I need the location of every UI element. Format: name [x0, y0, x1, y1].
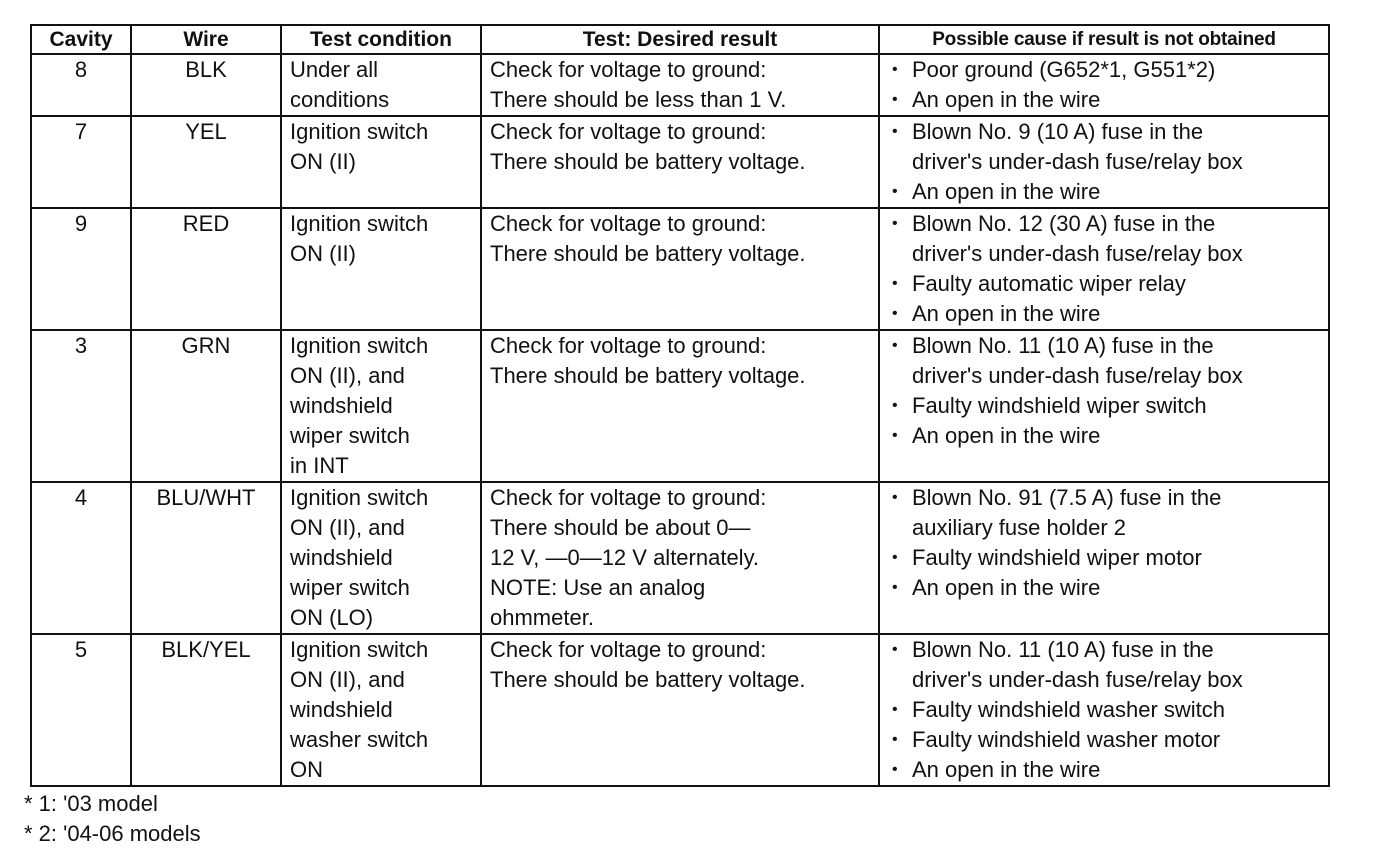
cause-list-item: • An open in the wire	[888, 573, 1320, 603]
desired-result-cell: Check for voltage to ground: There should be about 0— 12 V, —0—12 V alternately. NOTE: Use an analog ohmmeter.	[481, 482, 879, 634]
possible-cause-cell	[879, 330, 1329, 482]
wire-color-cell: BLK	[131, 54, 281, 116]
cause-list-item: • Faulty windshield washer switch	[888, 695, 1320, 725]
cavity-cell: 9	[31, 208, 131, 330]
header-desired-result: Test: Desired result	[481, 25, 879, 54]
cause-list-item: • Faulty windshield wiper switch	[888, 391, 1320, 421]
wire-color-cell: YEL	[131, 116, 281, 208]
table-row	[31, 54, 1329, 116]
desired-result-cell: Check for voltage to ground: There should be battery voltage.	[481, 634, 879, 786]
test-condition-cell: Ignition switch ON (II)	[281, 116, 481, 208]
cause-list	[888, 483, 1320, 603]
table-body	[31, 54, 1329, 786]
cause-list-item: • Faulty windshield wiper motor	[888, 543, 1320, 573]
desired-result-cell: Check for voltage to ground: There should be battery voltage.	[481, 330, 879, 482]
cause-list-item: • An open in the wire	[888, 299, 1320, 329]
desired-result-cell: Check for voltage to ground: There should be battery voltage.	[481, 116, 879, 208]
table-row	[31, 208, 1329, 330]
cause-list-item: • An open in the wire	[888, 421, 1320, 451]
cavity-cell: 7	[31, 116, 131, 208]
wire-color-cell: GRN	[131, 330, 281, 482]
header-test-condition: Test condition	[281, 25, 481, 54]
footnote-2: * 2: '04-06 models	[24, 821, 201, 846]
footnotes	[24, 789, 1328, 849]
cause-list-item: • Blown No. 9 (10 A) fuse in the driver's under-dash fuse/relay box	[888, 117, 1320, 177]
wire-color-cell: BLU/WHT	[131, 482, 281, 634]
cause-list-item: • Poor ground (G652*1, G551*2)	[888, 55, 1320, 85]
cause-list	[888, 331, 1320, 451]
test-condition-cell: Ignition switch ON (II), and windshield washer switch ON	[281, 634, 481, 786]
cause-list-item: • Blown No. 12 (30 A) fuse in the driver's under-dash fuse/relay box	[888, 209, 1320, 269]
cause-list	[888, 635, 1320, 785]
desired-result-cell: Check for voltage to ground: There should be less than 1 V.	[481, 54, 879, 116]
test-condition-cell: Ignition switch ON (II), and windshield wiper switch ON (LO)	[281, 482, 481, 634]
cavity-cell: 8	[31, 54, 131, 116]
possible-cause-cell	[879, 208, 1329, 330]
table-row	[31, 634, 1329, 786]
cause-list-item: • Faulty windshield washer motor	[888, 725, 1320, 755]
desired-result-cell: Check for voltage to ground: There should be battery voltage.	[481, 208, 879, 330]
cause-list	[888, 55, 1320, 115]
wire-color-cell: BLK/YEL	[131, 634, 281, 786]
cavity-cell: 3	[31, 330, 131, 482]
possible-cause-cell	[879, 634, 1329, 786]
connector-test-sheet	[24, 24, 1328, 849]
cause-list	[888, 209, 1320, 329]
connector-test-table	[30, 24, 1330, 787]
possible-cause-cell	[879, 482, 1329, 634]
table-row	[31, 116, 1329, 208]
cause-list-item: • An open in the wire	[888, 755, 1320, 785]
header-wire: Wire	[131, 25, 281, 54]
test-condition-cell: Ignition switch ON (II)	[281, 208, 481, 330]
cause-list-item: • Faulty automatic wiper relay	[888, 269, 1320, 299]
footnote-1: * 1: '03 model	[24, 791, 158, 816]
cause-list-item: • Blown No. 11 (10 A) fuse in the driver's under-dash fuse/relay box	[888, 635, 1320, 695]
test-condition-cell: Under all conditions	[281, 54, 481, 116]
cause-list-item: • Blown No. 91 (7.5 A) fuse in the auxiliary fuse holder 2	[888, 483, 1320, 543]
cause-list-item: • An open in the wire	[888, 177, 1320, 207]
cause-list	[888, 117, 1320, 207]
test-condition-cell: Ignition switch ON (II), and windshield wiper switch in INT	[281, 330, 481, 482]
possible-cause-cell	[879, 116, 1329, 208]
cause-list-item: • An open in the wire	[888, 85, 1320, 115]
wire-color-cell: RED	[131, 208, 281, 330]
cause-list-item: • Blown No. 11 (10 A) fuse in the driver's under-dash fuse/relay box	[888, 331, 1320, 391]
header-cavity: Cavity	[31, 25, 131, 54]
possible-cause-cell	[879, 54, 1329, 116]
header-possible-cause: Possible cause if result is not obtained	[879, 25, 1329, 54]
table-row	[31, 330, 1329, 482]
table-row	[31, 482, 1329, 634]
cavity-cell: 4	[31, 482, 131, 634]
header-row	[31, 25, 1329, 54]
cavity-cell: 5	[31, 634, 131, 786]
